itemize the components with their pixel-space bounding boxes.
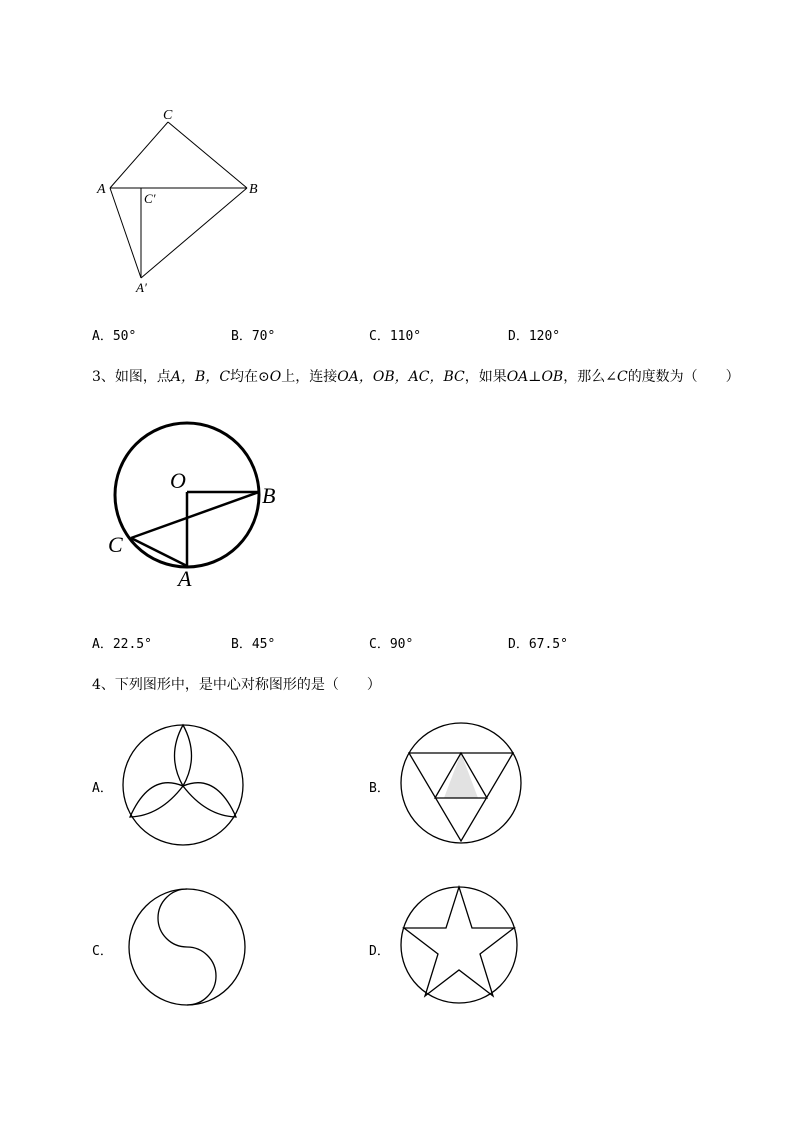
- figure-option-d-star: [396, 882, 526, 1012]
- q2-option-b: B．70°: [231, 329, 276, 344]
- label-b: B: [249, 182, 258, 197]
- label-a: A: [178, 566, 192, 591]
- figure-option-b-triangles: [396, 718, 526, 848]
- question-3: 3、如图，点A，B，C均在⊙O上，连接OA，OB，AC，BC，如果OA⊥OB，那么∠C的度数为（ ）: [92, 369, 740, 385]
- q2-option-a: A．50°: [92, 329, 137, 344]
- segment-cb: [131, 492, 259, 538]
- label-c: C: [108, 532, 123, 557]
- figure-option-a-tri-arcs: [118, 720, 248, 850]
- q4-option-d-label: D．: [369, 944, 390, 959]
- q4-option-a-label: A．: [92, 781, 113, 796]
- label-a-prime: A′: [136, 280, 147, 295]
- shaded-triangle: [444, 753, 478, 798]
- question-4: 4、下列图形中，是中心对称图形的是（ ）: [92, 677, 381, 693]
- figure-option-c-yin-yang: [122, 884, 252, 1014]
- q2-option-c: C．110°: [369, 329, 422, 344]
- q2-option-d: D．120°: [508, 329, 561, 344]
- q3-option-a: A．22.5°: [92, 637, 152, 652]
- label-c-prime: C′: [144, 191, 156, 206]
- segment-a-aprime: [110, 188, 141, 278]
- q3-option-d: D．67.5°: [508, 637, 568, 652]
- q3-option-c: C．90°: [369, 637, 414, 652]
- label-b: B: [262, 483, 276, 508]
- segment-aprime-b: [141, 188, 247, 278]
- label-a: A: [97, 182, 106, 197]
- figure-circle-o: [100, 410, 300, 595]
- q4-option-b-label: B．: [369, 781, 390, 796]
- label-o: O: [170, 468, 186, 493]
- label-c: C: [163, 108, 173, 123]
- segment-cb: [168, 122, 247, 188]
- q4-option-c-label: C．: [92, 944, 113, 959]
- q3-option-b: B．45°: [231, 637, 276, 652]
- segment-ac: [110, 122, 168, 188]
- figure-fold-triangle: [90, 100, 280, 300]
